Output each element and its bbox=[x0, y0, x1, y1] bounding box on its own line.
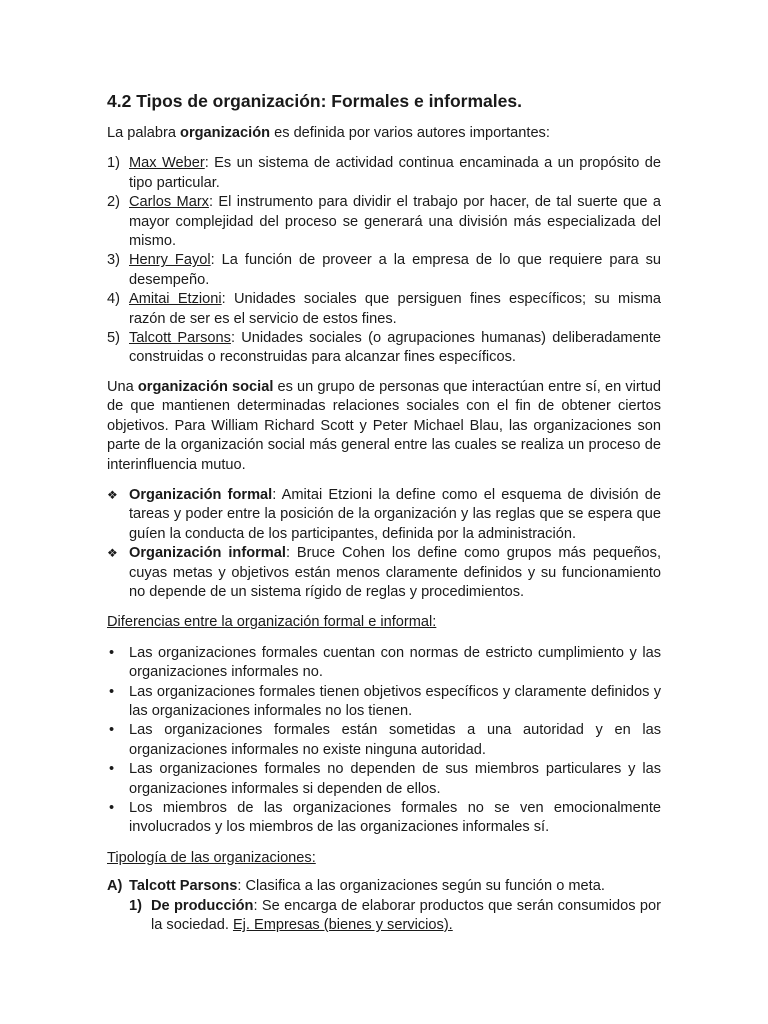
bullet-icon: • bbox=[109, 644, 115, 661]
list-number: 5) bbox=[107, 330, 120, 347]
difference-item bbox=[107, 799, 661, 838]
bullet-icon: • bbox=[109, 683, 115, 700]
typology-heading: Tipología de las organizaciones: bbox=[107, 849, 316, 866]
author-name: Henry Fayol bbox=[129, 252, 211, 269]
typology-description: : Clasifica a las organizaciones según su función o meta. bbox=[237, 878, 605, 895]
author-item-parsons bbox=[107, 329, 661, 368]
difference-text: Las organizaciones formales están sometidas a una autoridad y en las organizaciones informales no existe ninguna autoridad. bbox=[129, 722, 661, 758]
subitem-example: Ej. Empresas (bienes y servicios). bbox=[232, 917, 453, 934]
type-item-informal bbox=[107, 544, 661, 602]
list-number: 4) bbox=[107, 291, 120, 308]
author-definition: : Es un sistema de actividad continua encaminada a un propósito de tipo particular. bbox=[129, 155, 661, 191]
list-number: 1) bbox=[107, 155, 120, 172]
author-name: Carlos Marx bbox=[129, 194, 209, 211]
author-definition: : Unidades sociales que persiguen fines específicos; su misma razón de ser es el servicio de estos fines. bbox=[129, 291, 662, 327]
bullet-icon: • bbox=[109, 800, 115, 816]
differences-list bbox=[107, 644, 661, 838]
bullet-icon: • bbox=[109, 761, 115, 778]
authors-list bbox=[107, 154, 661, 367]
type-definition: : Bruce Cohen los define como grupos más pequeños, cuyas metas y objetivos están menos claramente definidos y su funcionamiento no depende de un sistema rígido de reglas y procedimientos. bbox=[129, 545, 661, 600]
intro-text: La palabra bbox=[107, 125, 181, 141]
intro-bold-term: organización bbox=[180, 125, 271, 141]
difference-item bbox=[107, 644, 661, 683]
author-name: Talcott Parsons bbox=[129, 330, 231, 347]
intro-text-end: es definida por varios autores importantes: bbox=[270, 125, 550, 141]
type-item-formal bbox=[107, 486, 661, 544]
author-item-marx bbox=[107, 193, 661, 251]
diamond-bullet-icon: ❖ bbox=[107, 487, 118, 502]
author-item-fayol bbox=[107, 251, 661, 290]
difference-text: Las organizaciones formales cuentan con normas de estricto cumplimiento y las organizaciones informales no. bbox=[129, 644, 661, 681]
type-term: Organización informal bbox=[129, 545, 286, 562]
social-text-end: es un grupo de personas que interactúan entre sí, en virtud de que mantienen determinadas relaciones sociales con el fin de obtener ciertos objetivos. Para William Richard Scott y Peter Michael Blau, las organizaciones son parte de la organización social más general entre las cuales se realiza un proceso de interinfluencia mutuo. bbox=[107, 378, 662, 473]
author-definition: : La función de proveer a la empresa de lo que requiere para su desempeño. bbox=[129, 252, 662, 288]
social-bold-term: organización social bbox=[137, 378, 274, 395]
list-number: 2) bbox=[107, 194, 120, 211]
typology-sublist bbox=[129, 897, 661, 936]
author-name: Max Weber bbox=[129, 155, 205, 172]
intro-paragraph bbox=[107, 124, 661, 143]
author-item-etzioni bbox=[107, 290, 661, 329]
typology-item-parsons bbox=[107, 877, 661, 896]
typology-author: Talcott Parsons bbox=[129, 878, 238, 895]
author-name: Amitai Etzioni bbox=[129, 291, 222, 308]
type-term: Organización formal bbox=[129, 486, 273, 503]
difference-item bbox=[107, 721, 661, 760]
difference-text: Las organizaciones formales no dependen de sus miembros particulares y las organizaciones informales si dependen de ellos. bbox=[129, 761, 661, 797]
section-heading: 4.2 Tipos de organización: Formales e informales. bbox=[107, 91, 522, 111]
author-item-weber bbox=[107, 154, 661, 193]
list-number: 1) bbox=[129, 897, 142, 914]
author-definition: : Unidades sociales (o agrupaciones humanas) deliberadamente construidas o reconstruidas para alcanzar fines específicos. bbox=[129, 330, 661, 366]
social-organization-paragraph bbox=[107, 378, 661, 475]
bullet-icon: • bbox=[109, 722, 115, 739]
subitem-description: : Se encarga de elaborar productos que serán consumidos por la sociedad. bbox=[151, 897, 661, 934]
difference-text: Las organizaciones formales tienen objetivos específicos y claramente definidos y las organizaciones informales no los tienen. bbox=[129, 683, 661, 719]
differences-heading: Diferencias entre la organización formal e informal: bbox=[107, 614, 437, 631]
list-number: 3) bbox=[107, 252, 120, 269]
difference-item bbox=[107, 760, 661, 799]
author-definition: : El instrumento para dividir el trabajo por hacer, de tal suerte que a mayor complejidad del proceso se generará una división más especializada del mismo. bbox=[129, 194, 662, 250]
type-definition: : Amitai Etzioni la define como el esquema de división de tareas y poder entre la posición de la organización y las reglas que se espera que guíen la conducta de los participantes, definida por la administración. bbox=[129, 486, 661, 542]
list-letter: A) bbox=[107, 878, 123, 895]
typology-list bbox=[107, 877, 661, 935]
subitem-term: De producción bbox=[151, 897, 254, 914]
social-text: Una bbox=[107, 378, 138, 395]
diamond-bullet-icon: ❖ bbox=[107, 546, 118, 561]
typology-subitem-production bbox=[129, 897, 661, 936]
difference-item bbox=[107, 683, 661, 722]
organization-types-list bbox=[107, 486, 661, 602]
difference-text: Los miembros de las organizaciones formales no se ven emocionalmente involucrados y los miembros de las organizaciones informales sí. bbox=[129, 800, 661, 836]
